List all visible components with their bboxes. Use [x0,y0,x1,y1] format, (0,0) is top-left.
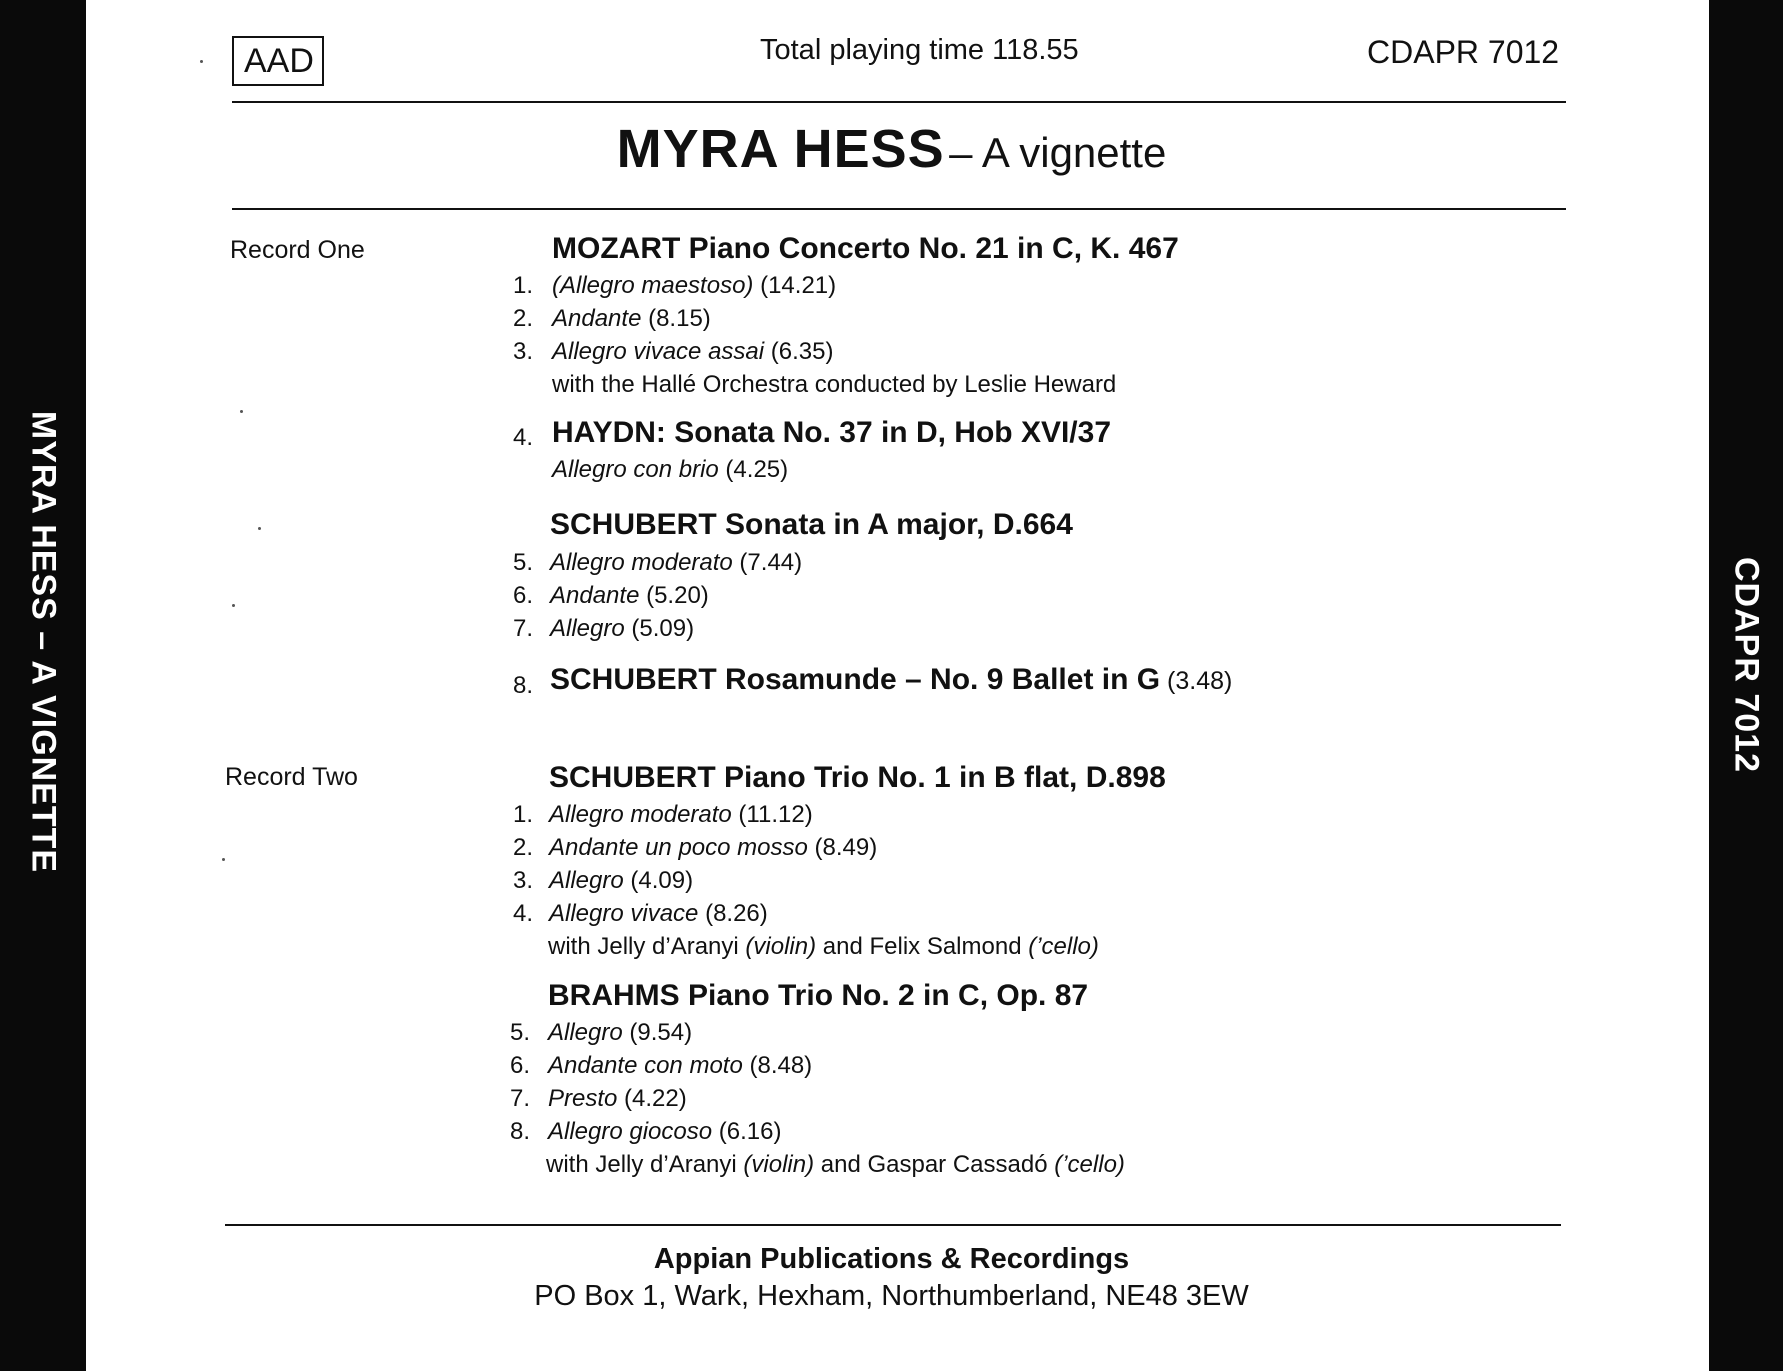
track-movement: Allegro vivace (8.26) [549,900,768,927]
aad-badge: AAD [232,36,324,86]
track-number: 8. [513,672,534,699]
track-movement: Andante (8.15) [552,305,711,332]
track-number: 1. [513,801,534,828]
top-rule [232,101,1566,103]
track-movement: Allegro moderato (7.44) [550,549,803,576]
track-number: 4. [513,900,534,927]
track-number: 2. [513,305,534,332]
track-movement: Andante un poco mosso (8.49) [549,834,878,861]
scan-speck [258,527,261,530]
track-number: 5. [510,1019,531,1046]
track-movement: Allegro moderato (11.12) [549,801,813,828]
scan-speck [240,410,243,413]
track-movement: (Allegro maestoso) (14.21) [552,272,837,299]
track-number: 3. [513,338,534,365]
right-spine [1709,0,1783,1371]
performers-line: with Jelly d’Aranyi (violin) and Gaspar Cassadó (’cello) [546,1151,1125,1178]
schubert-trio-work-title: SCHUBERT Piano Trio No. 1 in B flat, D.898 [549,761,1166,794]
footer-rule [225,1224,1561,1226]
track-number: 6. [510,1052,531,1079]
track-movement: Allegro con brio (4.25) [552,456,789,483]
left-spine [0,0,86,1371]
schubert-sonata-work-title: SCHUBERT Sonata in A major, D.664 [550,508,1073,541]
track-movement: Allegro giocoso (6.16) [548,1118,782,1145]
brahms-trio-work-title: BRAHMS Piano Trio No. 2 in C, Op. 87 [548,979,1089,1012]
catalogue-number: CDAPR 7012 [1367,34,1560,70]
record-two-label: Record Two [225,763,358,791]
publisher-address: PO Box 1, Wark, Hexham, Northumberland, NE48 3EW [534,1280,1249,1312]
left-spine-text: MYRA HESS – A VIGNETTE [24,410,63,874]
rosamunde-work-title: SCHUBERT Rosamunde – No. 9 Ballet in G (3.48) [550,663,1233,696]
total-playing-time: Total playing time 118.55 [760,34,1079,66]
scan-speck [200,60,203,63]
track-movement: Allegro vivace assai (6.35) [552,338,834,365]
track-number: 7. [513,615,534,642]
title-name: MYRA HESS [616,119,945,179]
page-title [0,118,1783,180]
title-subtitle: – A vignette [949,129,1167,176]
track-number: 3. [513,867,534,894]
title-rule [232,208,1566,210]
track-number: 8. [510,1118,531,1145]
performers-line: with the Hallé Orchestra conducted by Leslie Heward [552,371,1117,398]
right-spine-text: CDAPR 7012 [1727,557,1766,773]
mozart-work-title: MOZART Piano Concerto No. 21 in C, K. 467 [552,232,1179,265]
haydn-work-title: HAYDN: Sonata No. 37 in D, Hob XVI/37 [552,416,1111,449]
track-movement: Andante con moto (8.48) [548,1052,813,1079]
track-movement: Allegro (9.54) [548,1019,693,1046]
track-number: 6. [513,582,534,609]
track-movement: Allegro (5.09) [550,615,695,642]
publisher-name: Appian Publications & Recordings [653,1243,1130,1275]
performers-line: with Jelly d’Aranyi (violin) and Felix Salmond (’cello) [548,933,1099,960]
track-number: 4. [513,424,534,451]
track-number: 5. [513,549,534,576]
scan-speck [232,604,235,607]
scan-speck [222,858,225,861]
track-number: 1. [513,272,534,299]
track-number: 7. [510,1085,531,1112]
track-movement: Presto (4.22) [548,1085,687,1112]
track-movement: Andante (5.20) [550,582,709,609]
track-movement: Allegro (4.09) [549,867,694,894]
record-one-label: Record One [230,236,365,264]
track-number: 2. [513,834,534,861]
